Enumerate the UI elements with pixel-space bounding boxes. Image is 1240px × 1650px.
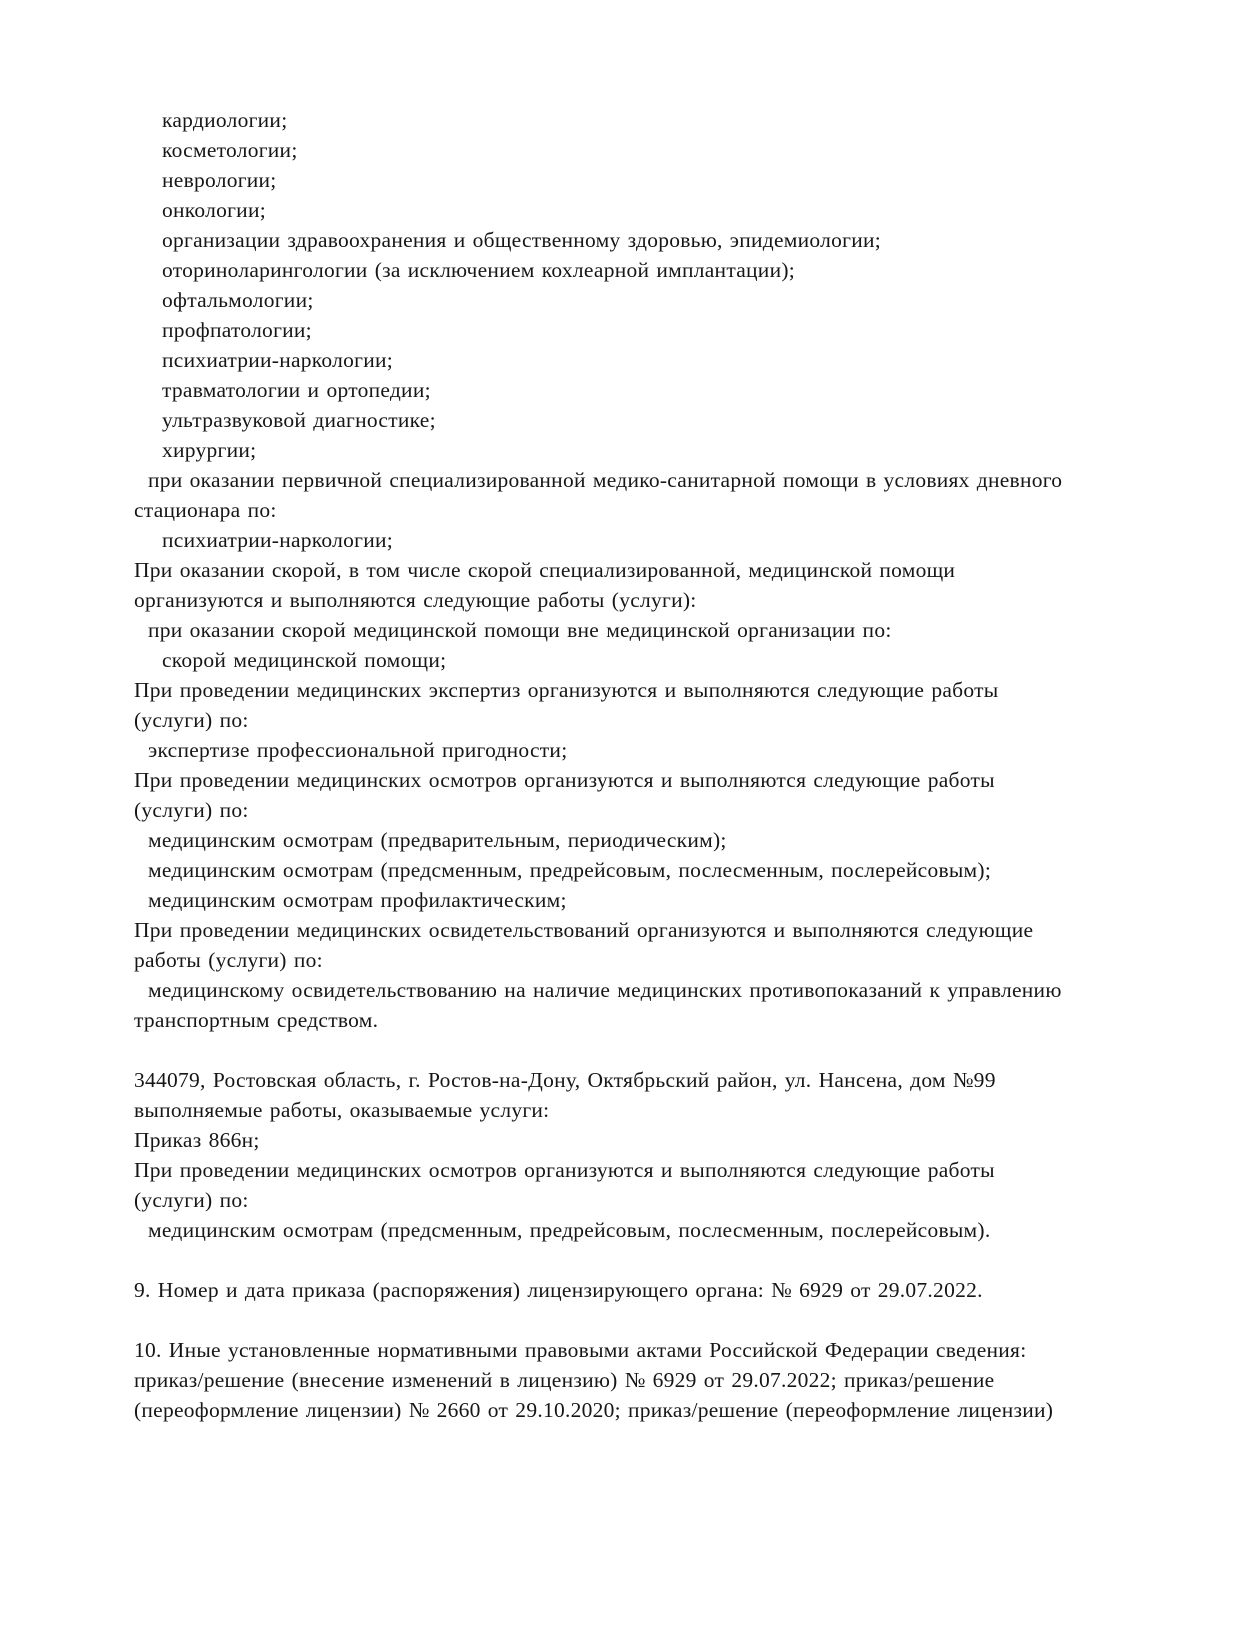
text-line: (услуги) по: [134, 708, 249, 732]
text-line: профпатологии; [162, 318, 312, 342]
text-line: 9. Номер и дата приказа (распоряжения) лицензирующего органа: № 6929 от 29.07.2022. [134, 1278, 983, 1302]
text-line: При проведении медицинских осмотров организуются и выполняются следующие работы [134, 1158, 995, 1182]
text-line: организации здравоохранения и общественному здоровью, эпидемиологии; [162, 228, 881, 252]
document-body [134, 105, 1176, 1425]
text-line: приказ/решение (внесение изменений в лицензию) № 6929 от 29.07.2022; приказ/решение [134, 1368, 995, 1392]
text-line: 10. Иные установленные нормативными правовыми актами Российской Федерации сведения: [134, 1338, 1027, 1362]
text-line: при оказании первичной специализированной медико-санитарной помощи в условиях дневного [148, 468, 1063, 492]
text-line: неврологии; [162, 168, 277, 192]
text-line: стационара по: [134, 498, 277, 522]
text-line: онкологии; [162, 198, 266, 222]
text-line: при оказании скорой медицинской помощи вне медицинской организации по: [148, 618, 892, 642]
text-line: хирургии; [162, 438, 257, 462]
text-line: При проведении медицинских осмотров организуются и выполняются следующие работы [134, 768, 995, 792]
text-line: медицинским осмотрам (предварительным, периодическим); [148, 828, 727, 852]
text-line: травматологии и ортопедии; [162, 378, 431, 402]
text-line: выполняемые работы, оказываемые услуги: [134, 1098, 550, 1122]
text-line: транспортным средством. [134, 1008, 379, 1032]
text-line: При проведении медицинских экспертиз организуются и выполняются следующие работы [134, 678, 999, 702]
text-line: 344079, Ростовская область, г. Ростов-на-Дону, Октябрьский район, ул. Нансена, дом №99 [134, 1068, 996, 1092]
text-line: работы (услуги) по: [134, 948, 323, 972]
text-line: офтальмологии; [162, 288, 314, 312]
blank-line [134, 1245, 1176, 1275]
text-line: медицинским осмотрам (предсменным, предрейсовым, послесменным, послерейсовым). [148, 1218, 991, 1242]
text-line: (переоформление лицензии) № 2660 от 29.10.2020; приказ/решение (переоформление лицензии) [134, 1398, 1054, 1422]
text-line: экспертизе профессиональной пригодности; [148, 738, 568, 762]
text-line: косметологии; [162, 138, 298, 162]
text-line: организуются и выполняются следующие работы (услуги): [134, 588, 697, 612]
blank-line [134, 1305, 1176, 1335]
text-line: медицинским осмотрам (предсменным, предрейсовым, послесменным, послерейсовым); [148, 858, 992, 882]
text-line: Приказ 866н; [134, 1128, 260, 1152]
text-line: оториноларингологии (за исключением кохлеарной имплантации); [162, 258, 795, 282]
blank-line [134, 1035, 1176, 1065]
text-line: медицинским осмотрам профилактическим; [148, 888, 567, 912]
text-line: (услуги) по: [134, 798, 249, 822]
text-line: психиатрии-наркологии; [162, 348, 393, 372]
text-line: ультразвуковой диагностике; [162, 408, 436, 432]
text-line: При оказании скорой, в том числе скорой специализированной, медицинской помощи [134, 558, 956, 582]
text-line: При проведении медицинских освидетельствований организуются и выполняются следующие [134, 918, 1034, 942]
text-line: медицинскому освидетельствованию на наличие медицинских противопоказаний к управлению [148, 978, 1062, 1002]
text-line: скорой медицинской помощи; [162, 648, 447, 672]
text-line: психиатрии-наркологии; [162, 528, 393, 552]
text-line: кардиологии; [162, 108, 288, 132]
text-line: (услуги) по: [134, 1188, 249, 1212]
